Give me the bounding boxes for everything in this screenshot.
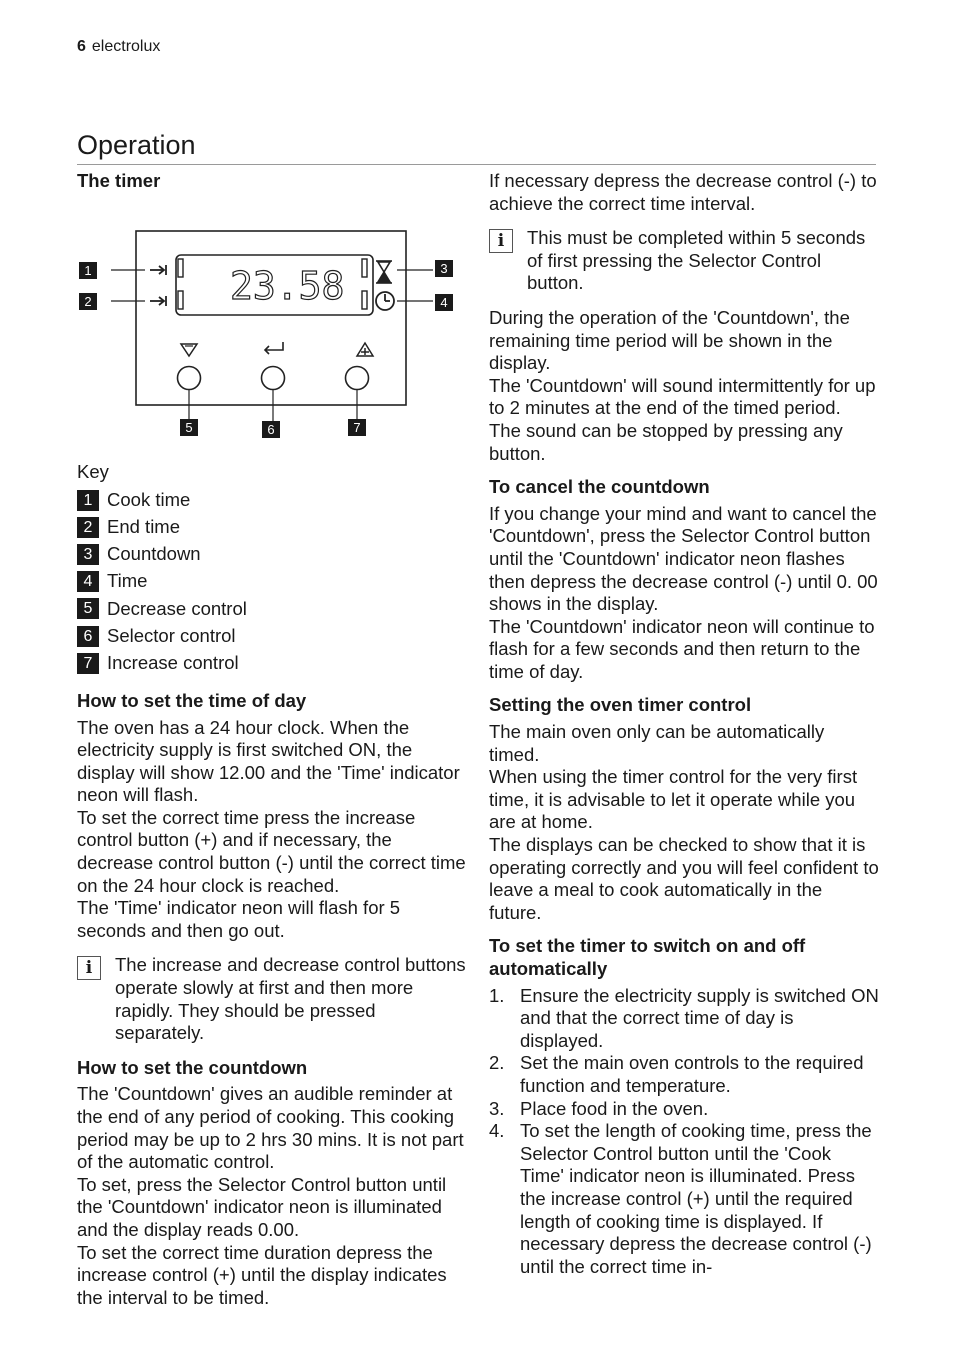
time-of-day-note bbox=[77, 954, 467, 1044]
svg-text:2: 2 bbox=[84, 293, 92, 309]
key-item bbox=[77, 487, 467, 514]
cancel-para-1: If you change your mind and want to cancel the 'Countdown', press the Selector Control button until the 'Countdown' indicator neon flashes then depress the decrease control (-) until 0. 00 shows in the display. bbox=[489, 502, 878, 615]
diagram-badge-5 bbox=[180, 419, 198, 436]
left-column bbox=[77, 170, 467, 1309]
countdown-para-1: The 'Countdown' gives an audible reminder at the end of any period of cooking. This cooking period may be up to 2 hrs 30 mins. It is not part of the automatic control. bbox=[77, 1083, 464, 1173]
svg-text:3: 3 bbox=[440, 260, 448, 276]
oven-timer-para-2: When using the timer control for the very first time, it is advisable to let it operate while you are at home. bbox=[489, 766, 858, 833]
countdown-para-4: If necessary depress the decrease control (-) to achieve the correct time interval. bbox=[489, 170, 877, 214]
key-badge: 1 bbox=[77, 490, 99, 511]
timer-panel-illustration bbox=[77, 193, 467, 443]
note-text: This must be completed within 5 seconds of first pressing the Selector Control button. bbox=[527, 227, 866, 294]
svg-text:1: 1 bbox=[84, 262, 92, 278]
step-text: Set the main oven controls to the required function and temperature. bbox=[520, 1052, 864, 1096]
key-badge: 3 bbox=[77, 544, 99, 565]
key-item bbox=[77, 568, 467, 595]
svg-text:4: 4 bbox=[440, 294, 448, 310]
key-badge: 7 bbox=[77, 653, 99, 674]
step-text: Place food in the oven. bbox=[520, 1097, 709, 1119]
diagram-badge-4 bbox=[435, 294, 453, 311]
key-text: Selector control bbox=[107, 624, 236, 646]
diagram-badge-2 bbox=[79, 293, 97, 310]
oven-timer-heading: Setting the oven timer control bbox=[489, 694, 752, 716]
countdown-after-1: During the operation of the 'Countdown', the remaining time period will be shown in the display. bbox=[489, 306, 850, 374]
key-text: Time bbox=[107, 570, 148, 592]
time-of-day-para-3: The 'Time' indicator neon will flash for 5 seconds and then go out. bbox=[77, 897, 401, 941]
time-of-day-para-2: To set the correct time press the increase control button (+) and if necessary, the decrease control button (-) until the correct time on the 24 hour clock is reached. bbox=[77, 806, 466, 896]
key-list bbox=[77, 487, 467, 677]
timer-diagram bbox=[77, 193, 467, 443]
svg-text:5: 5 bbox=[185, 419, 193, 435]
timer-heading: The timer bbox=[77, 170, 161, 191]
key-item bbox=[77, 595, 467, 622]
decrease-button bbox=[178, 366, 201, 389]
svg-text:7: 7 bbox=[353, 419, 361, 435]
page-header bbox=[77, 38, 160, 56]
oven-timer-para-1: The main oven only can be automatically timed. bbox=[489, 721, 825, 765]
info-icon: i bbox=[77, 956, 101, 980]
cancel-para-2: The 'Countdown' indicator neon will continue to flash for a few seconds and then return to the time of day. bbox=[489, 615, 875, 682]
key-label: Key bbox=[77, 460, 109, 482]
diagram-badge-1 bbox=[79, 262, 97, 279]
key-item bbox=[77, 623, 467, 650]
increase-button bbox=[346, 366, 369, 389]
step-number: 2. bbox=[489, 1052, 505, 1074]
step-item bbox=[489, 1098, 879, 1121]
countdown-para-2: To set, press the Selector Control button until the 'Countdown' indicator neon is illuminated and the display reads 0.00. bbox=[77, 1173, 447, 1240]
key-text: Cook time bbox=[107, 488, 191, 510]
auto-heading: To set the timer to switch on and off automatically bbox=[489, 935, 806, 979]
key-badge: 5 bbox=[77, 598, 99, 619]
key-item bbox=[77, 650, 467, 677]
time-of-day-para-1: The oven has a 24 hour clock. When the electricity supply is first switched ON, the display will show 12.00 and the 'Time' indicator neon will flash. bbox=[77, 716, 460, 806]
key-badge: 4 bbox=[77, 571, 99, 592]
countdown-heading: How to set the countdown bbox=[77, 1056, 308, 1078]
page-title: Operation bbox=[77, 130, 196, 160]
diagram-badge-7 bbox=[348, 419, 366, 436]
diagram-badge-3 bbox=[435, 260, 453, 277]
countdown-after-2: The 'Countdown' will sound intermittently for up to 2 minutes at the end of the timed period. bbox=[489, 374, 876, 419]
info-icon: i bbox=[489, 229, 513, 253]
step-text: Ensure the electricity supply is switched ON and that the correct time of day is displayed. bbox=[520, 984, 879, 1051]
selector-button bbox=[262, 366, 285, 389]
right-column bbox=[489, 170, 879, 1278]
oven-timer-para-3: The displays can be checked to show that it is operating correctly and you will feel confident to leave a meal to cook automatically in the future. bbox=[489, 834, 879, 923]
key-item bbox=[77, 514, 467, 541]
step-number: 4. bbox=[489, 1120, 505, 1142]
cancel-heading: To cancel the countdown bbox=[489, 476, 710, 498]
step-item bbox=[489, 1052, 879, 1097]
diagram-badge-6 bbox=[262, 421, 280, 438]
key-badge: 2 bbox=[77, 517, 99, 538]
key-text: Decrease control bbox=[107, 597, 247, 619]
key-text: End time bbox=[107, 516, 181, 538]
step-number: 3. bbox=[489, 1097, 505, 1119]
key-badge: 6 bbox=[77, 626, 99, 647]
countdown-after-3: The sound can be stopped by pressing any button. bbox=[489, 419, 843, 464]
note-text: The increase and decrease control buttons operate slowly at first and then more rapidly. They should be pressed separately. bbox=[115, 954, 466, 1044]
step-text: To set the length of cooking time, press the Selector Control button until the 'Cook Time' indicator neon is illuminated. Press the increase control (+) until the required length of cooking time is displayed. If necessary depress the decrease control (-) until the correct time in- bbox=[520, 1120, 872, 1277]
step-number: 1. bbox=[489, 984, 505, 1006]
key-item bbox=[77, 541, 467, 568]
page-number: 6 bbox=[77, 38, 86, 55]
key-text: Countdown bbox=[107, 543, 201, 565]
brand-name: electrolux bbox=[91, 38, 161, 55]
step-item bbox=[489, 1120, 879, 1278]
svg-text:6: 6 bbox=[267, 421, 275, 437]
time-of-day-heading: How to set the time of day bbox=[77, 689, 307, 711]
countdown-para-3: To set the correct time duration depress the increase control (+) until the display indicates the interval to be timed. bbox=[77, 1241, 447, 1308]
countdown-note bbox=[489, 227, 879, 295]
title-rule bbox=[77, 164, 876, 165]
key-text: Increase control bbox=[107, 652, 239, 674]
auto-steps bbox=[489, 985, 879, 1279]
display-time: 23.58 bbox=[230, 263, 345, 308]
step-item bbox=[489, 985, 879, 1053]
